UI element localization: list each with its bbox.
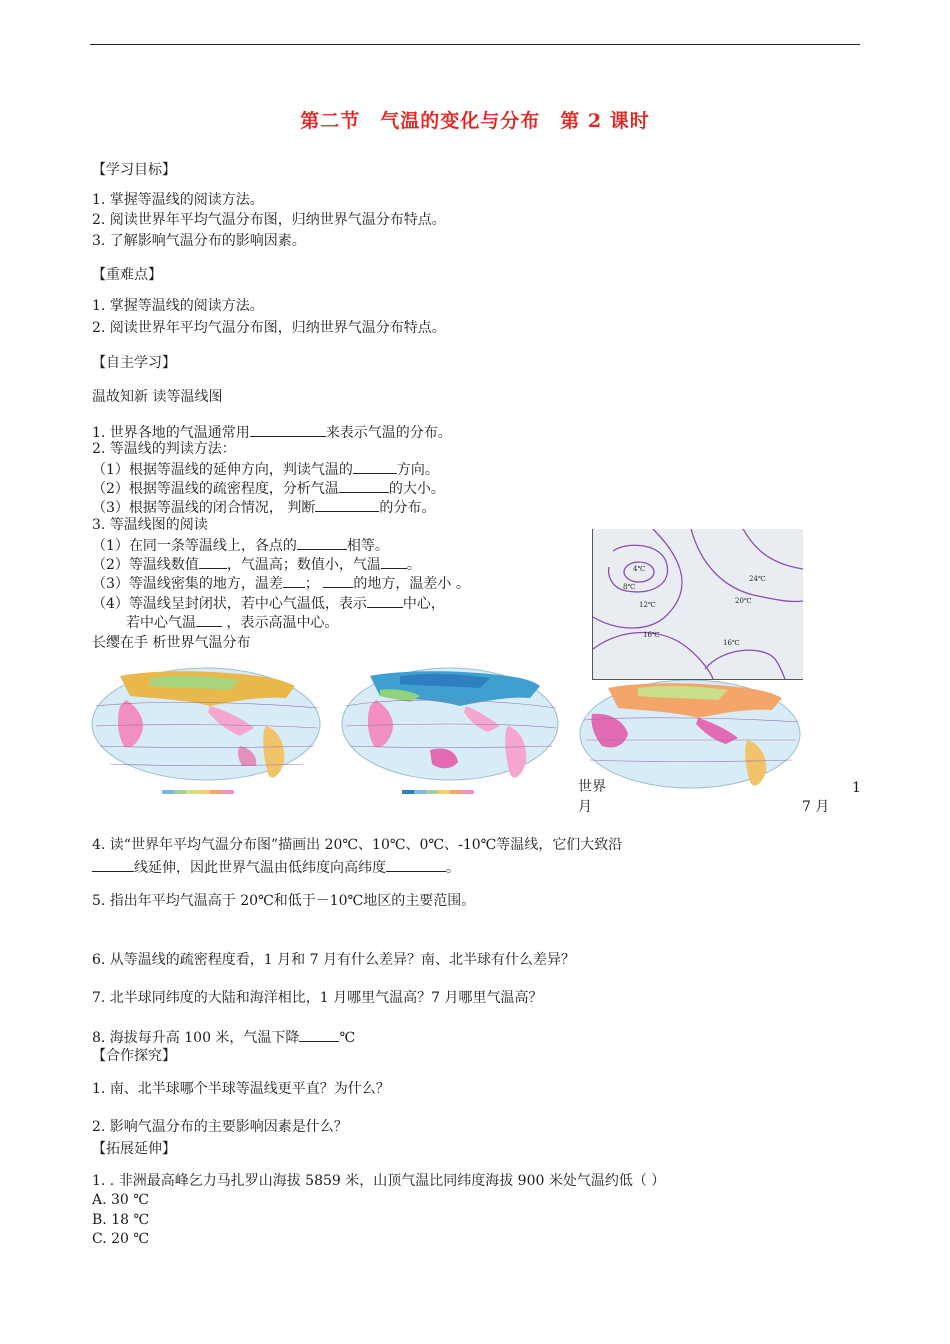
question-4-cont: 线延伸，因此世界气温由低纬度向高纬度 。 bbox=[92, 857, 460, 877]
answer-blank[interactable] bbox=[386, 857, 446, 872]
isotherm-label: 12℃ bbox=[639, 601, 656, 609]
world-map-january bbox=[340, 666, 562, 806]
objectives-heading: 【学习目标】 bbox=[92, 162, 176, 178]
option-c: C. 20 ℃ bbox=[92, 1231, 150, 1247]
question-8: 8. 海拔每升高 100 米，气温下降 ℃ bbox=[92, 1027, 355, 1047]
extension-heading: 【拓展延伸】 bbox=[92, 1141, 176, 1157]
option-b: B. 18 ℃ bbox=[92, 1212, 150, 1228]
world-map-annual bbox=[90, 666, 324, 806]
question-3-2: （2）等温线数值 ，气温高；数值小，气温 。 bbox=[92, 554, 421, 574]
cooperation-heading: 【合作探究】 bbox=[92, 1048, 176, 1064]
keypoints-heading: 【重难点】 bbox=[92, 267, 162, 283]
cooperation-question-2: 2. 影响气温分布的主要影响因素是什么？ bbox=[92, 1119, 348, 1135]
keypoint-item: 2. 阅读世界年平均气温分布图，归纳世界气温分布特点。 bbox=[92, 320, 446, 336]
isotherm-label: 16℃ bbox=[643, 631, 660, 639]
answer-blank[interactable] bbox=[339, 478, 389, 493]
answer-blank[interactable] bbox=[297, 535, 347, 550]
answer-blank[interactable] bbox=[323, 573, 353, 588]
question-2: 2. 等温线的判读方法： bbox=[92, 441, 236, 457]
map-caption-july: 7 月 bbox=[802, 799, 830, 815]
question-3-4: （4）等温线呈封闭状，若中心气温低，表示 中心， bbox=[92, 593, 445, 613]
answer-blank[interactable] bbox=[92, 857, 134, 872]
isotherm-label: 8℃ bbox=[623, 583, 636, 591]
objective-item: 1. 掌握等温线的阅读方法。 bbox=[92, 192, 264, 208]
self-study-heading: 【自主学习】 bbox=[92, 355, 176, 371]
question-2-1: （1）根据等温线的延伸方向，判读气温的 方向。 bbox=[92, 459, 439, 479]
answer-blank[interactable] bbox=[283, 573, 305, 588]
keypoint-item: 1. 掌握等温线的阅读方法。 bbox=[92, 298, 264, 314]
cooperation-question-1: 1. 南、北半球哪个半球等温线更平直？为什么？ bbox=[92, 1081, 390, 1097]
map-caption-world: 世界 bbox=[578, 779, 606, 795]
question-3-3: （3）等温线密集的地方，温差 ； 的地方，温差小 。 bbox=[92, 573, 470, 593]
question-5: 5. 指出年平均气温高于 20℃和低于－10℃地区的主要范围。 bbox=[92, 893, 476, 909]
answer-blank[interactable] bbox=[367, 593, 403, 608]
question-4: 4. 读“世界年平均气温分布图”描画出 20℃、10℃、0℃、-10℃等温线，它们大致沿 bbox=[92, 837, 623, 853]
question-3-5: 若中心气温 ，表示高温中心。 bbox=[126, 612, 338, 632]
question-6: 6. 从等温线的疏密程度看，1 月和 7 月有什么差异？南、北半球有什么差异？ bbox=[92, 952, 575, 968]
page-title: 第二节 气温的变化与分布 第 2 课时 bbox=[300, 110, 650, 132]
isotherm-label: 20℃ bbox=[735, 597, 752, 605]
option-a: A. 30 ℃ bbox=[92, 1192, 149, 1208]
question-3: 3. 等温线图的阅读 bbox=[92, 517, 208, 533]
question-2-3: （3）根据等温线的闭合情况， 判断 的分布。 bbox=[92, 497, 435, 517]
world-map-july bbox=[578, 680, 804, 806]
answer-blank[interactable] bbox=[315, 497, 379, 512]
answer-blank[interactable] bbox=[250, 422, 326, 437]
objective-item: 2. 阅读世界年平均气温分布图，归纳世界气温分布特点。 bbox=[92, 212, 446, 228]
isotherm-label: 4℃ bbox=[633, 565, 646, 573]
answer-blank[interactable] bbox=[299, 1027, 339, 1042]
isotherm-label: 24℃ bbox=[749, 575, 766, 583]
map-caption-month: 月 bbox=[578, 799, 592, 815]
question-1: 1. 世界各地的气温通常用 来表示气温的分布。 bbox=[92, 422, 452, 442]
answer-blank[interactable] bbox=[196, 612, 222, 627]
self-study-subtitle-2: 长缨在手 析世界气温分布 bbox=[92, 635, 251, 651]
extension-question-1: 1. . 非洲最高峰乞力马扎罗山海拔 5859 米，山顶气温比同纬度海拔 900 米处气温约低（ ） bbox=[92, 1173, 666, 1189]
objective-item: 3. 了解影响气温分布的影响因素。 bbox=[92, 233, 306, 249]
header-rule bbox=[90, 44, 860, 45]
answer-blank[interactable] bbox=[353, 459, 397, 474]
isotherm-diagram bbox=[592, 529, 803, 680]
isotherm-label: 16℃ bbox=[723, 639, 740, 647]
question-3-1: （1）在同一条等温线上，各点的 相等。 bbox=[92, 535, 389, 555]
self-study-subtitle: 温故知新 读等温线图 bbox=[92, 389, 223, 405]
question-2-2: （2）根据等温线的疏密程度，分析气温 的大小。 bbox=[92, 478, 445, 498]
map-caption-1: 1 bbox=[852, 780, 861, 796]
answer-blank[interactable] bbox=[381, 554, 407, 569]
answer-blank[interactable] bbox=[199, 554, 227, 569]
question-7: 7. 北半球同纬度的大陆和海洋相比，1 月哪里气温高？7 月哪里气温高？ bbox=[92, 990, 543, 1006]
